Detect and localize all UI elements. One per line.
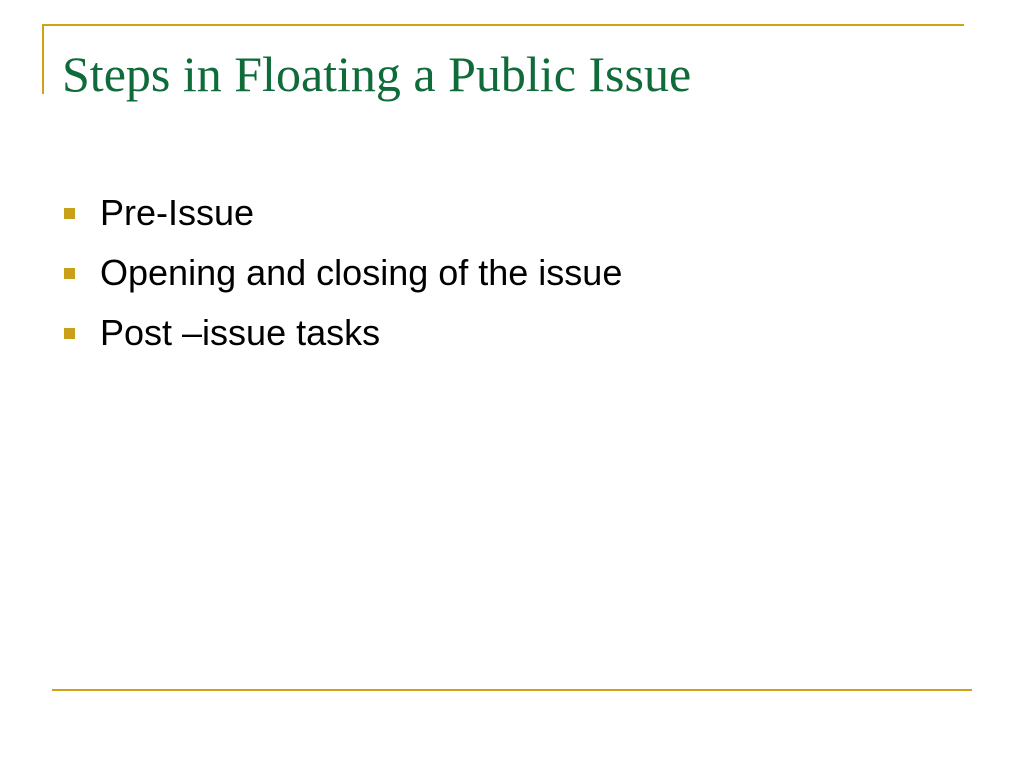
top-accent-line [42, 24, 964, 26]
square-bullet-icon [64, 268, 75, 279]
bullet-text: Opening and closing of the issue [100, 252, 623, 293]
bullet-text: Post –issue tasks [100, 312, 381, 353]
bullet-item-post-issue [62, 310, 622, 370]
bullet-item-pre-issue [62, 190, 622, 250]
bullet-item-opening-closing [62, 250, 622, 310]
bullet-list [62, 190, 622, 370]
square-bullet-icon [64, 208, 75, 219]
slide-title: Steps in Floating a Public Issue [62, 46, 692, 102]
bullet-text: Pre-Issue [100, 192, 255, 233]
square-bullet-icon [64, 328, 75, 339]
left-accent-line [42, 24, 44, 94]
bottom-accent-line [52, 689, 972, 691]
